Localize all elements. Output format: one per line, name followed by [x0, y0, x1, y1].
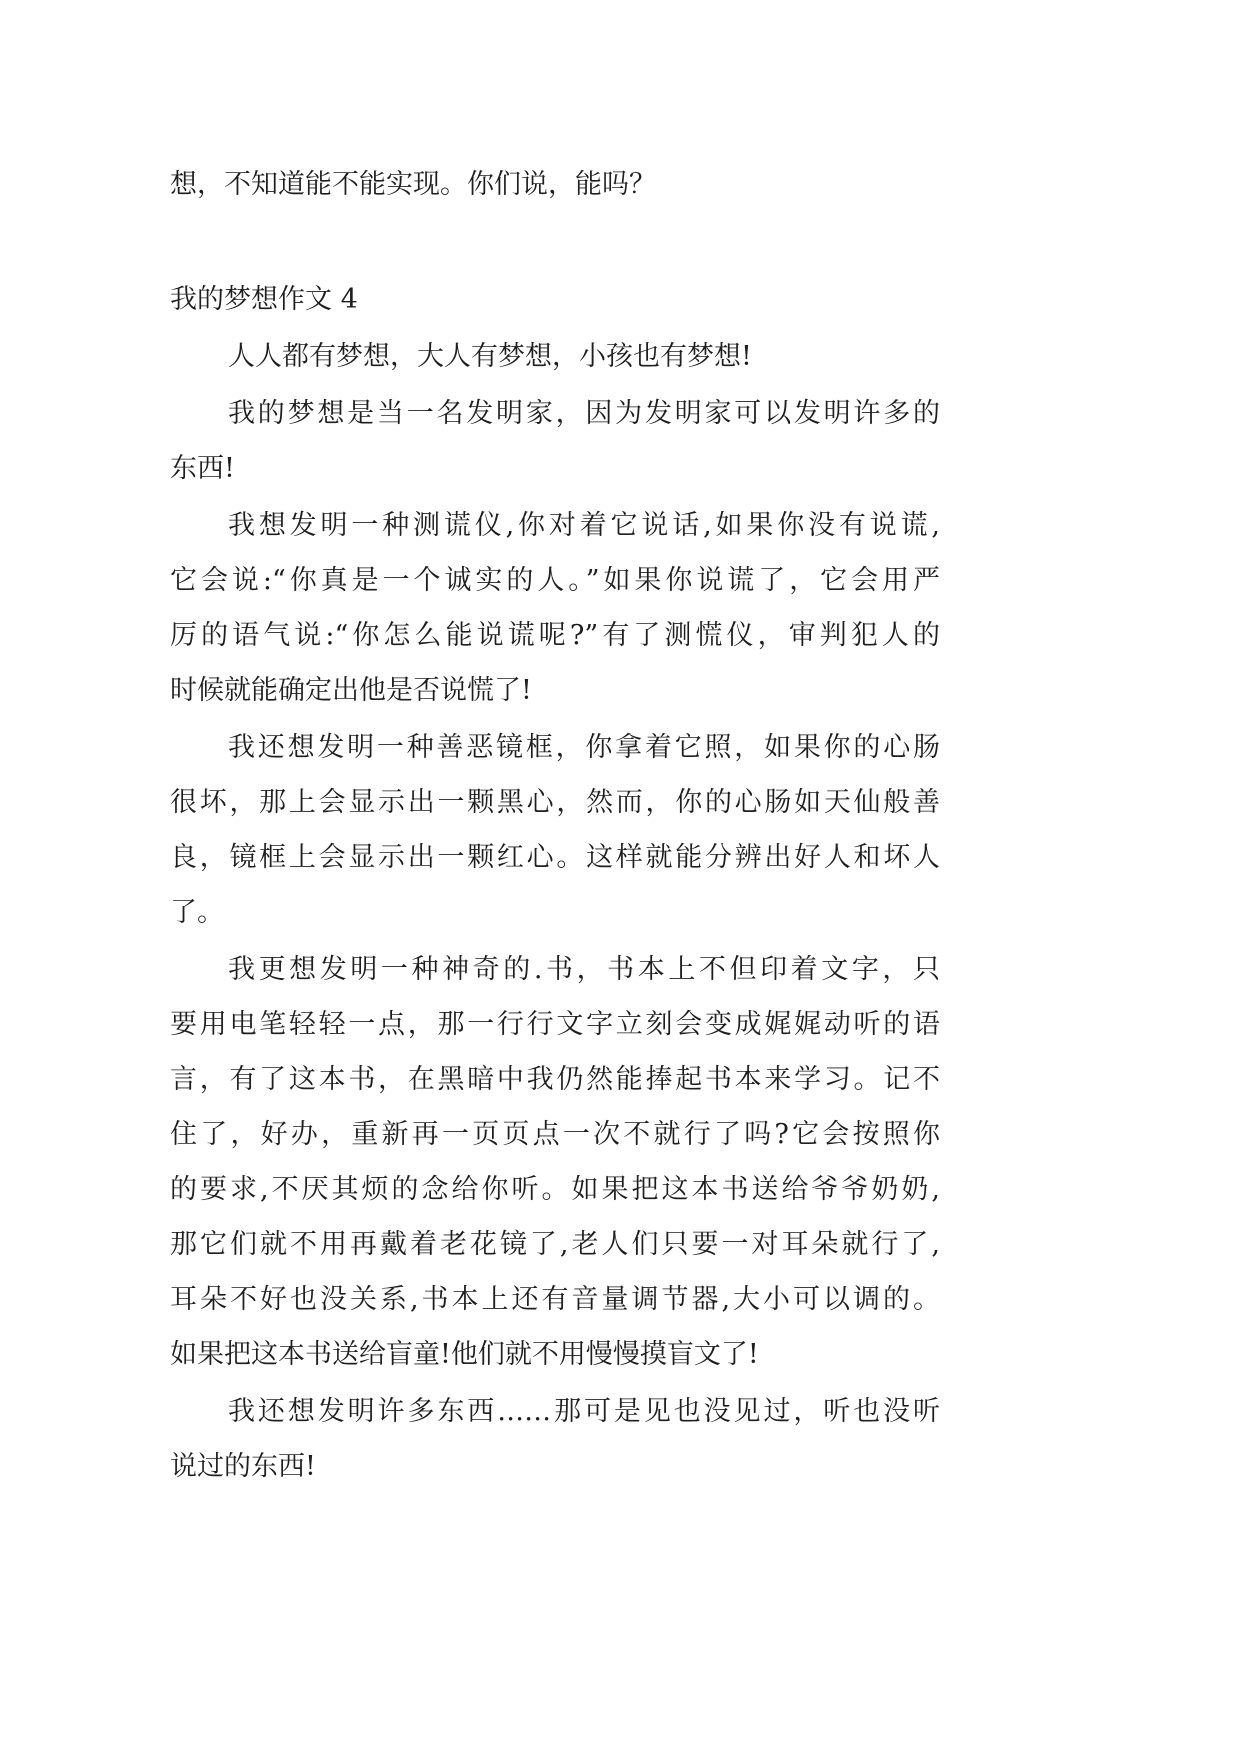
paragraph-line: 时候就能确定出他是否说慌了!	[170, 675, 532, 706]
essay-text	[170, 157, 940, 1494]
body-paragraph	[170, 498, 940, 718]
paragraph-line: 我还想发明一种善恶镜框，你拿着它照，如果你的心肠	[228, 732, 940, 763]
paragraph-line: 我还想发明许多东西……那可是见也没见过，听也没听	[228, 1396, 940, 1427]
body-paragraph	[170, 942, 940, 1382]
paragraph-line: 我的梦想是当一名发明家，因为发明家可以发明许多的	[228, 398, 940, 429]
body-paragraph	[170, 720, 940, 940]
paragraph-line: 耳朵不好也没关系,书本上还有音量调节器,大小可以调的。	[170, 1284, 940, 1315]
paragraph-line: 言，有了这本书，在黑暗中我仍然能捧起书本来学习。记不	[170, 1064, 940, 1095]
paragraph-line: 住了，好办，重新再一页页点一次不就行了吗?它会按照你	[170, 1119, 940, 1150]
paragraph-line: 了。	[170, 897, 224, 928]
paragraph-line: 那它们就不用再戴着老花镜了,老人们只要一对耳朵就行了,	[170, 1229, 940, 1260]
paragraph-line: 的要求,不厌其烦的念给你听。如果把这本书送给爷爷奶奶,	[170, 1174, 940, 1205]
paragraph-line: 要用电笔轻轻一点，那一行行文字立刻会变成娓娓动听的语	[170, 1009, 940, 1040]
continuation-paragraph	[170, 157, 940, 212]
body-paragraph	[170, 386, 940, 496]
essay-title	[170, 272, 940, 327]
paragraph-line: 它会说:“你真是一个诚实的人。”如果你说谎了，它会用严	[170, 565, 940, 596]
paragraph-line: 厉的语气说:“你怎么能说谎呢?”有了测慌仪，审判犯人的	[170, 620, 940, 651]
paragraph-line: 东西!	[170, 453, 235, 484]
paragraph-line: 人人都有梦想，大人有梦想，小孩也有梦想!	[228, 341, 752, 372]
paragraph-line: 我想发明一种测谎仪,你对着它说话,如果你没有说谎,	[228, 510, 940, 541]
paragraph-line: 良，镜框上会显示出一颗红心。这样就能分辨出好人和坏人	[170, 842, 940, 873]
title-line: 我的梦想作文 4	[170, 284, 358, 315]
paragraph-line: 很坏，那上会显示出一颗黑心，然而，你的心肠如天仙般善	[170, 787, 940, 818]
paragraph-line: 如果把这本书送给盲童!他们就不用慢慢摸盲文了!	[170, 1339, 759, 1370]
paragraph-line: 想，不知道能不能实现。你们说，能吗？	[170, 169, 656, 200]
body-paragraph	[170, 1384, 940, 1494]
paragraph-line: 说过的东西!	[170, 1451, 316, 1482]
body-paragraph	[170, 329, 940, 384]
paragraph-line: 我更想发明一种神奇的.书，书本上不但印着文字，只	[228, 954, 940, 985]
